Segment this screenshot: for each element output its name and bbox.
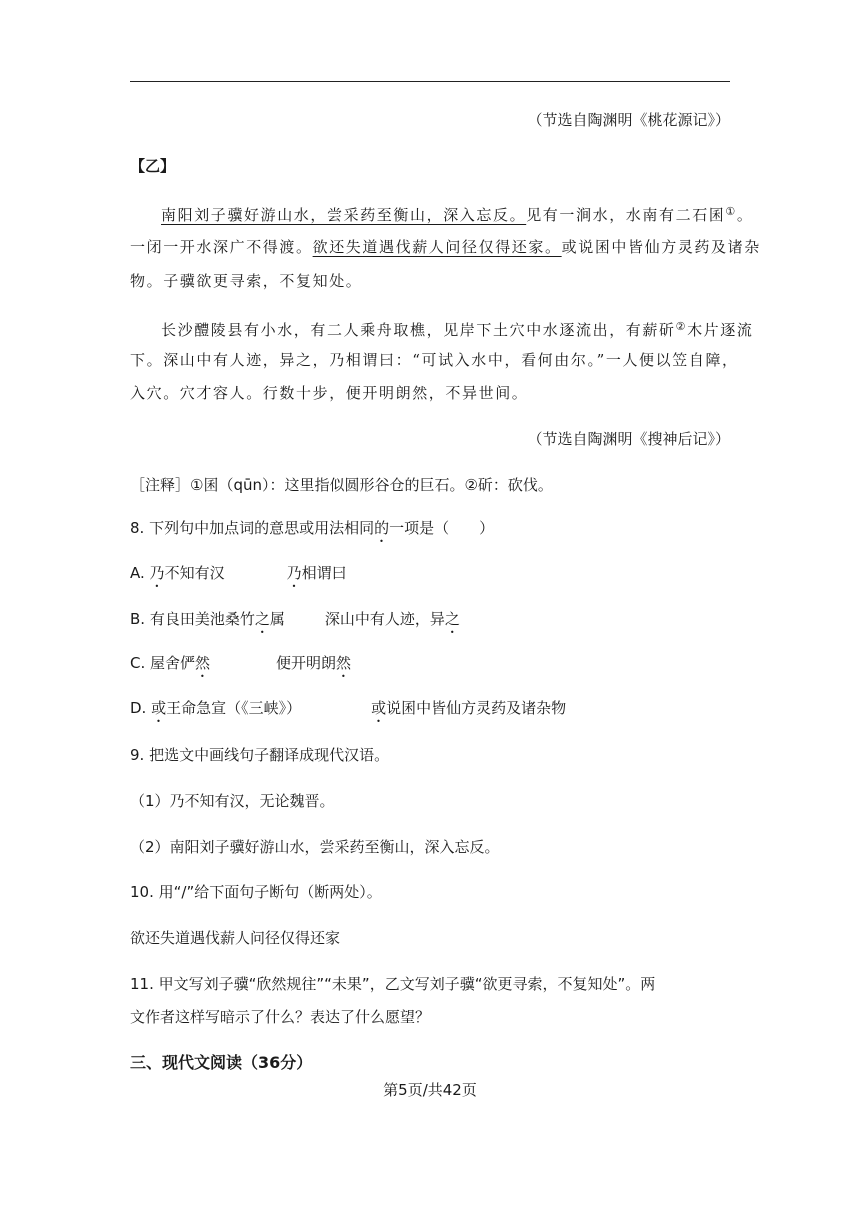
source-citation-b: （节选自陶渊明《搜神后记》） — [527, 430, 730, 448]
passage-b-para2-line2: 下。深山中有人迹，异之，乃相谓曰：“可试入水中，看何由尔。”一人便以笠自障， — [130, 351, 739, 369]
passage-b-para2-line3: 入穴。穴才容人。行数十步，便开明朗然，不异世间。 — [130, 384, 529, 402]
passage-b-para1-line2: 一闭一开水深广不得渡。欲还失道遇伐薪人问径仅得还家。或说囷中皆仙方灵药及诸杂 — [130, 238, 761, 256]
passage-b-para2-line1: 长沙醴陵县有小水，有二人乘舟取樵，见岸下土穴中水逐流出，有薪斫②木片逐流 — [161, 320, 754, 339]
question-9-item-1: （1）乃不知有汉，无论魏晋。 — [130, 792, 335, 810]
dotted-word: 或 — [151, 699, 167, 717]
question-9-item-2: （2）南阳刘子骥好游山水，尝采药至衡山，深入忘反。 — [130, 838, 500, 856]
question-8-option-b: B. 有良田美池桑竹之属 深山中有人迹，异之 — [130, 610, 460, 628]
question-8-option-c: C. 屋舍俨然 便开明朗然 — [130, 654, 352, 672]
dotted-word: 乃 — [286, 564, 302, 582]
underlined-sentence-2: 欲还失道遇伐薪人问径仅得还家。 — [312, 238, 562, 256]
header-rule — [130, 81, 730, 82]
question-8-stem: 8. 下列句中加点词的意思或用法相同的一项是（ ） — [130, 519, 495, 537]
dotted-word: 之 — [254, 610, 270, 628]
note-marker-1: ① — [725, 205, 737, 218]
question-8-option-d: D. 或王命急宣（《三峡》） 或说囷中皆仙方灵药及诸杂物 — [130, 699, 567, 717]
passage-b-para1-line3: 物。子骥欲更寻索，不复知处。 — [130, 272, 363, 290]
dotted-word: 乃 — [149, 564, 165, 582]
question-11-line2: 文作者这样写暗示了什么？表达了什么愿望？ — [130, 1008, 431, 1026]
section-3-heading: 三、现代文阅读（36分） — [130, 1053, 313, 1072]
page-footer: 第5页/共42页 — [383, 1081, 477, 1099]
question-10-sentence: 欲还失道遇伐薪人问径仅得还家 — [130, 929, 341, 947]
annotation-notes: ［注释］①囷（qūn）：这里指似圆形谷仓的巨石。②斫：砍伐。 — [130, 476, 553, 494]
question-11-line1: 11. 甲文写刘子骥“欣然规往”“未果”，乙文写刘子骥“欲更寻索，不复知处”。两 — [130, 975, 656, 993]
section-b-label: 【乙】 — [130, 157, 176, 175]
question-8-option-a: A. 乃不知有汉 乃相谓曰 — [130, 564, 347, 582]
note-marker-2: ② — [675, 320, 688, 333]
question-10-stem: 10. 用“/”给下面句子断句（断两处）。 — [130, 883, 382, 901]
dotted-word: 之 — [444, 610, 460, 628]
source-citation-a: （节选自陶渊明《桃花源记》） — [527, 111, 730, 129]
dotted-word: 然 — [336, 654, 352, 672]
dotted-word: 的 — [374, 519, 390, 537]
question-9-stem: 9. 把选文中画线句子翻译成现代汉语。 — [130, 746, 390, 764]
dotted-word: 或 — [371, 699, 387, 717]
passage-b-para1-line1: 南阳刘子骥好游山水，尝采药至衡山，深入忘反。见有一涧水，水南有二石囷①。 — [161, 205, 754, 224]
underlined-sentence-1: 南阳刘子骥好游山水，尝采药至衡山，深入忘反。 — [161, 206, 527, 224]
dotted-word: 然 — [195, 654, 211, 672]
